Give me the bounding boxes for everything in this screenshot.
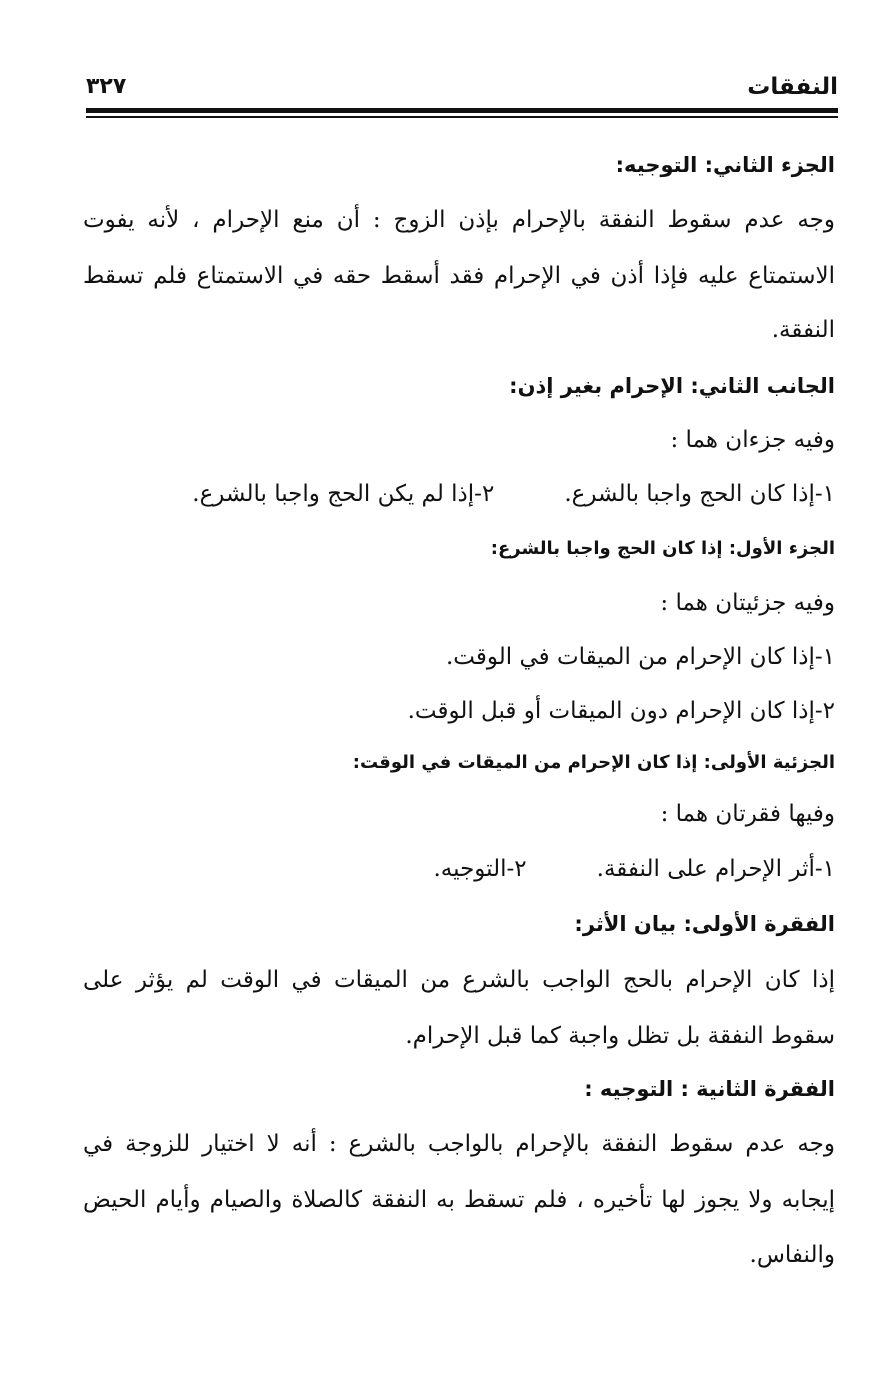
paragraph-line: إيجابه ولا يجوز لها تأخيره ، فلم تسقط به النفقة كالصلاة والصيام وأيام الحيض xyxy=(83,1187,835,1213)
paragraph-line: النفقة. xyxy=(771,317,835,343)
paragraph-line: وفيه جزءان هما : xyxy=(670,427,835,453)
list-item: ٢-إذا لم يكن الحج واجبا بالشرع. xyxy=(192,481,495,507)
list-item: ٢-إذا كان الإحرام دون الميقات أو قبل الوقت. xyxy=(407,698,835,724)
paragraph-line: سقوط النفقة بل تظل واجبة كما قبل الإحرام. xyxy=(405,1023,835,1049)
section-heading-second-side: الجانب الثاني: الإحرام بغير إذن: xyxy=(509,374,835,398)
list-pair xyxy=(433,852,835,886)
paragraph-line: وفيها فقرتان هما : xyxy=(660,801,835,827)
paragraph-line: وجه عدم سقوط النفقة بالإحرام بإذن الزوج : أن منع الإحرام ، لأنه يفوت xyxy=(83,207,835,233)
paragraph-line: وفيه جزئيتان هما : xyxy=(660,590,835,616)
paragraph-line: وجه عدم سقوط النفقة بالإحرام بالواجب بالشرع : أنه لا اختيار للزوجة في xyxy=(83,1131,835,1157)
header-rule-thick xyxy=(86,108,838,113)
running-title: النفقات xyxy=(747,74,838,100)
list-item: ١-أثر الإحرام على النفقة. xyxy=(596,856,835,882)
subheading-first-sub-part: الجزئية الأولى: إذا كان الإحرام من الميقات في الوقت: xyxy=(352,752,835,773)
list-pair xyxy=(192,477,835,511)
page-header xyxy=(86,70,838,106)
header-rule-thin xyxy=(86,116,838,118)
paragraph-line: إذا كان الإحرام بالحج الواجب بالشرع من الميقات في الوقت لم يؤثر على xyxy=(83,967,835,993)
subheading-part-one: الجزء الأول: إذا كان الحج واجبا بالشرع: xyxy=(490,538,835,559)
subheading-second-paragraph: الفقرة الثانية : التوجيه : xyxy=(584,1077,835,1101)
page-number: ٣٢٧ xyxy=(86,74,127,99)
subheading-first-paragraph: الفقرة الأولى: بيان الأثر: xyxy=(574,912,835,936)
list-item: ١-إذا كان الإحرام من الميقات في الوقت. xyxy=(445,644,835,670)
paragraph-line: والنفاس. xyxy=(749,1242,835,1268)
list-item: ١-إذا كان الحج واجبا بالشرع. xyxy=(564,481,835,507)
paragraph-line: الاستمتاع عليه فإذا أذن في الإحرام فقد أسقط حقه في الاستمتاع فلم تسقط xyxy=(83,263,835,289)
list-item: ٢-التوجيه. xyxy=(433,856,527,882)
subheading-part-two-guidance: الجزء الثاني: التوجيه: xyxy=(615,153,835,177)
